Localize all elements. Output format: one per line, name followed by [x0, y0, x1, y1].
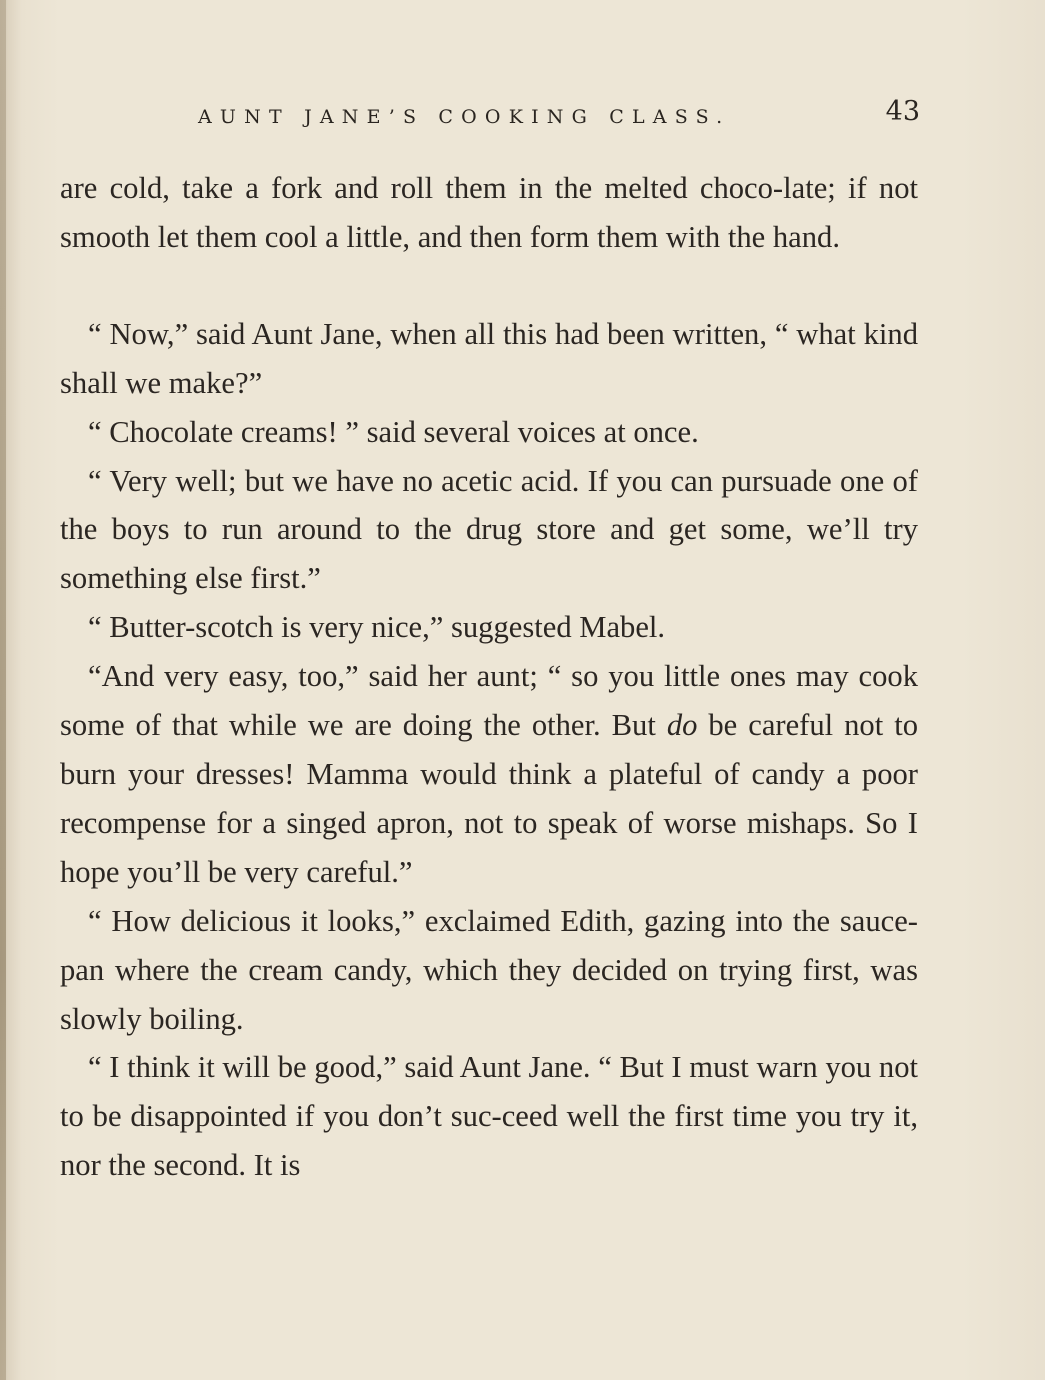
running-head: AUNT JANE’S COOKING CLASS. — [198, 106, 731, 128]
italic-emphasis: do — [666, 708, 698, 743]
page-header — [60, 92, 920, 132]
paragraph — [60, 652, 918, 897]
paragraph-text: be careful not to burn your dresses! Mamma would think a plateful of candy a poor recompense for a singed apron, not to speak of worse mishaps. So I hope you’ll be very careful.” — [60, 708, 918, 889]
paragraph: “ I think it will be good,” said Aunt Jane. “ But I must warn you not to be disappointed if you don’t suc-ceed well the first time you try it, nor the second. It is — [60, 1050, 918, 1183]
paragraph: “ Now,” said Aunt Jane, when all this had been written, “ what kind shall we make?” — [60, 316, 918, 400]
paragraph: are cold, take a fork and roll them in the melted choco-late; if not smooth let them cool a little, and then form them with the hand. — [60, 171, 918, 254]
page-number: 43 — [885, 96, 920, 127]
page-binding-edge — [0, 0, 6, 1380]
paragraph: “ Butter-scotch is very nice,” suggested Mabel. — [88, 610, 666, 645]
paragraph: “ How delicious it looks,” exclaimed Edith, gazing into the sauce-pan where the cream candy, which they decided on trying first, was slowly boiling. — [60, 903, 918, 1036]
body-text — [60, 164, 918, 1190]
paragraph-text: “And very easy, too,” said her aunt; “ so you little ones may cook some of that while we are doing the other. But — [60, 659, 918, 743]
paragraph: “ Chocolate creams! ” said several voices at once. — [88, 414, 699, 449]
paragraph: “ Very well; but we have no acetic acid. If you can pursuade one of the boys to run around to the drug store and get some, we’ll try something else first.” — [60, 463, 918, 596]
